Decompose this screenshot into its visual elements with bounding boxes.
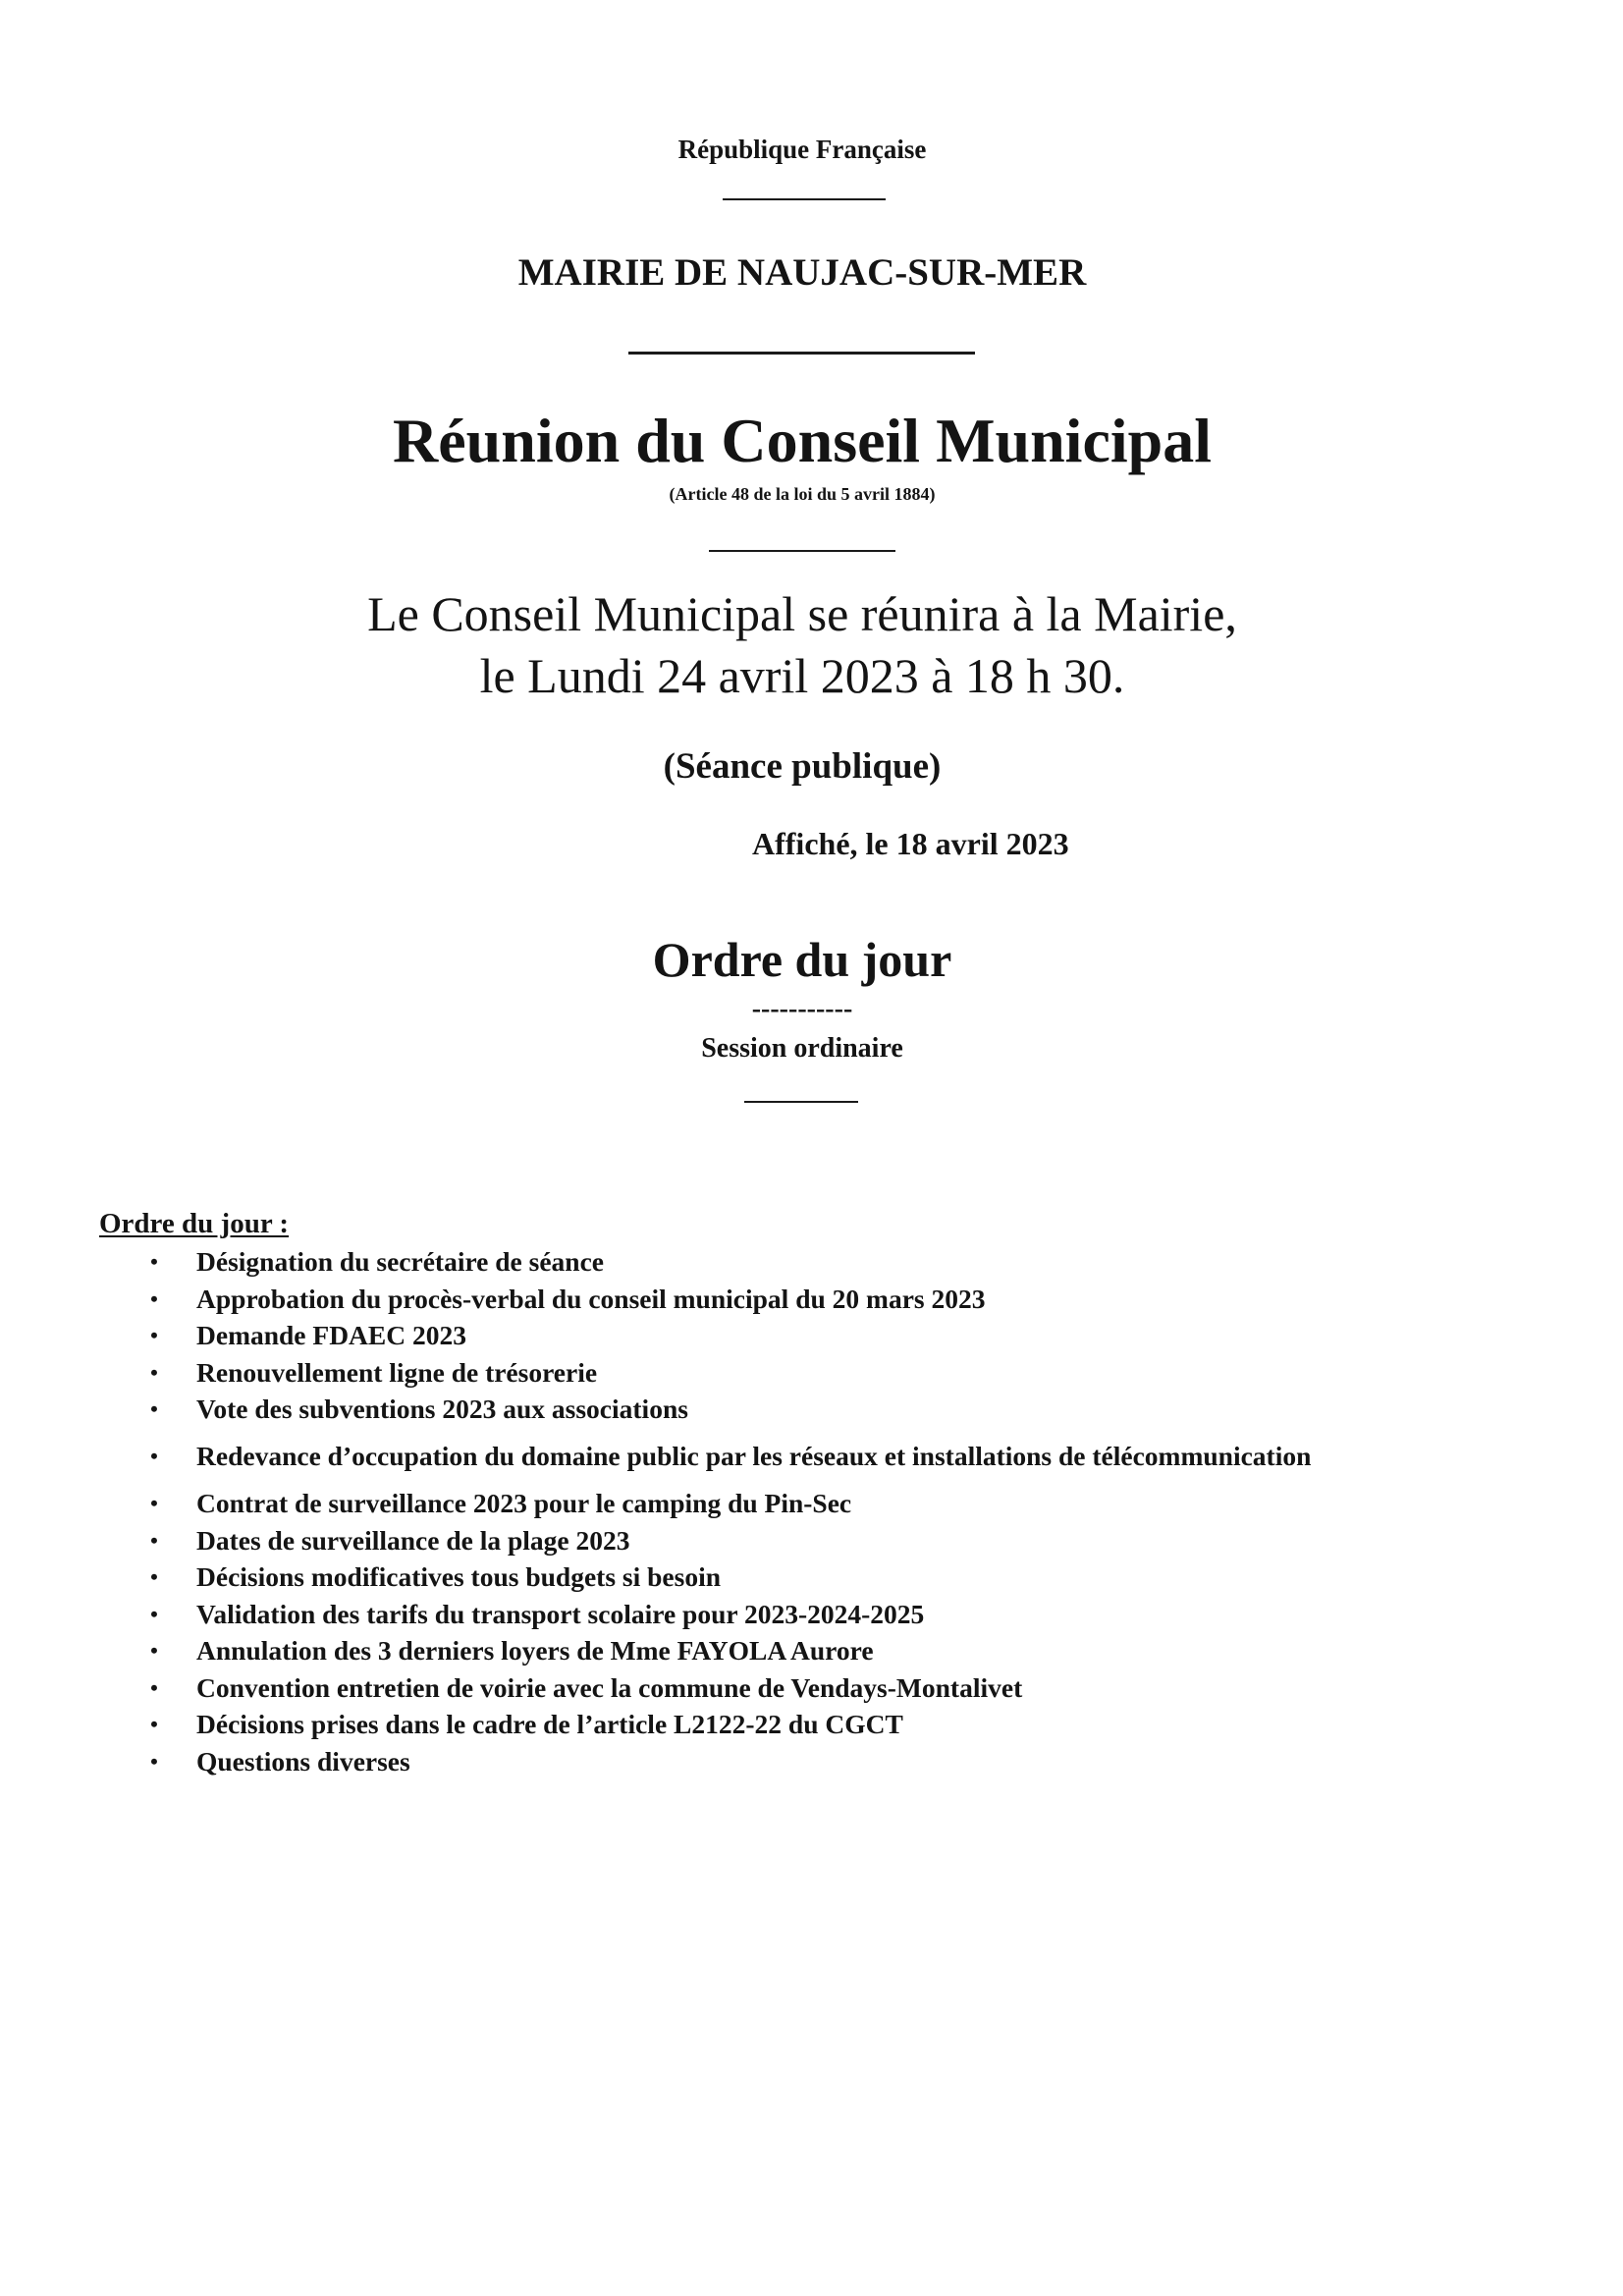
bullet-icon: • <box>150 1601 158 1626</box>
list-item-text: Validation des tarifs du transport scolaire pour 2023-2024-2025 <box>196 1598 925 1629</box>
divider <box>709 550 895 552</box>
legal-reference: (Article 48 de la loi du 5 avril 1884) <box>669 484 936 504</box>
bullet-icon: • <box>150 1359 158 1385</box>
agenda-list-heading: Ordre du jour : <box>99 1208 290 1239</box>
list-item <box>0 1596 1311 1633</box>
list-item-text: Contrat de surveillance 2023 pour le camping du Pin-Sec <box>196 1488 852 1518</box>
session-type: (Séance publique) <box>663 746 942 787</box>
bullet-icon: • <box>150 1674 158 1700</box>
list-item <box>0 1706 1311 1743</box>
list-item-text: Questions diverses <box>196 1745 410 1777</box>
bullet-icon: • <box>150 1443 158 1468</box>
page-title: Réunion du Conseil Municipal <box>393 406 1212 475</box>
list-item-text: Annulation des 3 derniers loyers de Mme FAYOLA Aurore <box>196 1635 874 1666</box>
list-item <box>0 1391 1311 1428</box>
list-item-text: Décisions modificatives tous budgets si besoin <box>196 1561 722 1592</box>
announcement-date-line: le Lundi 24 avril 2023 à 18 h 30. <box>479 648 1125 703</box>
posted-date: Affiché, le 18 avril 2023 <box>752 826 1069 861</box>
list-item-text: Redevance d’occupation du domaine public par les réseaux et installations de télécommunication <box>196 1440 1312 1471</box>
agenda-title: Ordre du jour <box>652 932 952 987</box>
list-item-text: Renouvellement ligne de trésorerie <box>196 1356 598 1388</box>
list-item-text: Désignation du secrétaire de séance <box>196 1246 604 1277</box>
bullet-icon: • <box>150 1638 158 1663</box>
list-item <box>0 1743 1311 1780</box>
divider <box>628 352 975 355</box>
list-item <box>0 1281 1311 1318</box>
announcement-line: Le Conseil Municipal se réunira à la Mairie, <box>367 586 1237 641</box>
list-item-text: Décisions prises dans le cadre de l’article L2122-22 du CGCT <box>196 1709 903 1739</box>
list-item-text: Demande FDAEC 2023 <box>196 1320 466 1350</box>
list-item <box>0 1522 1311 1559</box>
list-item <box>0 1485 1311 1522</box>
bullet-icon: • <box>150 1396 158 1421</box>
bullet-icon: • <box>150 1527 158 1553</box>
list-item <box>0 1317 1311 1354</box>
list-item-text: Vote des subventions 2023 aux associations <box>196 1394 688 1424</box>
list-item <box>0 1243 1311 1281</box>
list-item <box>0 1438 1311 1475</box>
republic-heading: République Française <box>677 135 927 164</box>
list-item-text: Convention entretien de voirie avec la commune de Vendays-Montalivet <box>196 1671 1023 1703</box>
divider <box>744 1101 858 1103</box>
bullet-icon: • <box>150 1249 158 1274</box>
list-item <box>0 1669 1311 1707</box>
session-label: Session ordinaire <box>701 1033 903 1064</box>
bullet-icon: • <box>150 1285 158 1311</box>
list-item-text: Dates de surveillance de la plage 2023 <box>196 1524 630 1556</box>
mairie-heading: MAIRIE DE NAUJAC-SUR-MER <box>517 251 1087 294</box>
divider <box>723 198 886 200</box>
list-item <box>0 1632 1311 1669</box>
list-item <box>0 1354 1311 1392</box>
list-item-text: Approbation du procès-verbal du conseil municipal du 20 mars 2023 <box>196 1283 986 1314</box>
meeting-announcement <box>0 583 1604 707</box>
agenda-separator: ----------- <box>751 994 853 1024</box>
bullet-icon: • <box>150 1712 158 1736</box>
bullet-icon: • <box>150 1748 158 1774</box>
bullet-icon: • <box>150 1491 158 1515</box>
bullet-icon: • <box>150 1323 158 1347</box>
list-item <box>0 1558 1311 1596</box>
bullet-icon: • <box>150 1564 158 1589</box>
agenda-list <box>0 1243 1311 1779</box>
